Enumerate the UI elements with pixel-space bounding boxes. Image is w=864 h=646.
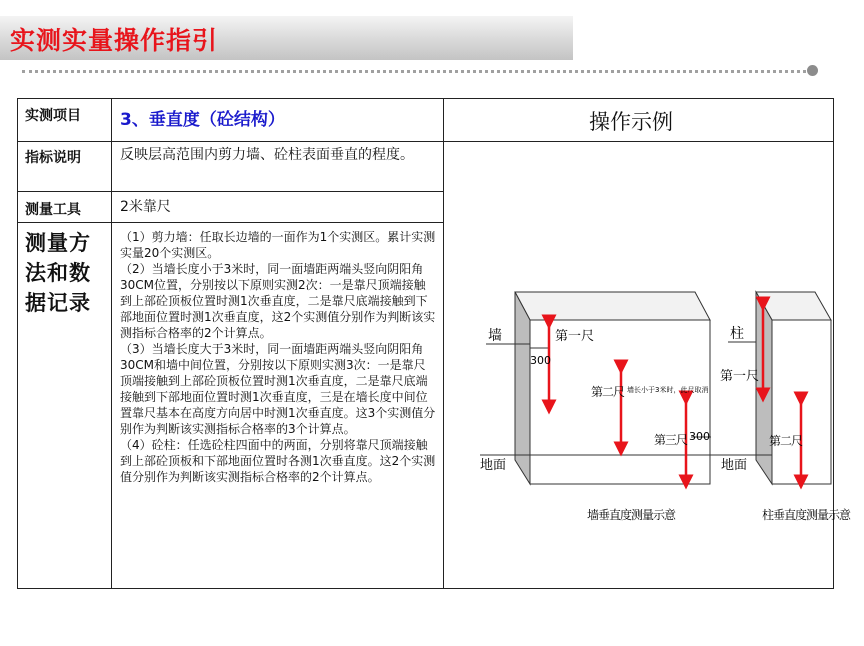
wall-caption: 墙垂直度测量示意	[587, 508, 676, 522]
wall-ruler-1-label: 第一尺	[555, 329, 595, 344]
page-title: 实测实量操作指引	[10, 26, 219, 55]
label-method: 测量方法和数据记录	[25, 230, 91, 315]
operation-example-header: 操作示例	[589, 110, 673, 134]
wall-ruler-2-label: 第二尺	[591, 385, 625, 399]
tool-value: 2米靠尺	[120, 199, 171, 215]
wall-note: 墙长小于3米时，此尺取消	[627, 386, 709, 394]
method-paragraph: （1）剪力墙：任取长边墙的一面作为1个实测区。累计实测实量20个实测区。	[120, 230, 436, 260]
wall-label: 墙	[488, 328, 502, 344]
item-value: 3、垂直度（砼结构）	[120, 110, 285, 130]
wall-dim-300-right: 300	[689, 430, 710, 443]
wall-ruler-3-label: 第三尺	[654, 433, 688, 447]
wall-dim-300-left: 300	[530, 354, 551, 367]
label-indicator: 指标说明	[25, 150, 81, 166]
label-tool: 测量工具	[25, 202, 81, 218]
wall-figure	[480, 292, 720, 522]
column-caption: 柱垂直度测量示意	[762, 508, 851, 522]
column-figure	[718, 292, 851, 522]
column-ruler-1-label: 第一尺	[720, 369, 760, 384]
label-item: 实测项目	[25, 108, 81, 124]
column-ground-label: 地面	[721, 458, 748, 473]
indicator-value: 反映层高范围内剪力墙、砼柱表面垂直的程度。	[120, 147, 414, 163]
column-label: 柱	[730, 326, 744, 342]
method-paragraph: （4）砼柱：任选砼柱四面中的两面，分别将靠尺顶端接触到上部砼顶板和下部地面位置时各测1次垂直度。这2个实测值分别作为判断该实测指标合格率的2个计算点。	[120, 438, 436, 484]
method-paragraph: （3）当墙长度大于3米时，同一面墙距两端头竖向阴阳角30CM和墙中间位置，分别按以下原则实测3次：一是靠尺顶端接触到上部砼顶板位置时测1次垂直度，二是靠尺底端接触到下部地面位置时测1次垂直度，三是在墙长度中间位置靠尺基本在高度方向居中时测1次垂直度。这3个实测值分别作为判断该实测指标合格率的3个计算点。	[120, 342, 436, 436]
column-ruler-2-label: 第二尺	[769, 434, 803, 448]
wall-ground-label: 地面	[480, 458, 507, 473]
method-paragraph: （2）当墙长度小于3米时，同一面墙距两端头竖向阴阳角30CM位置，分别按以下原则实测2次：一是靠尺顶端接触到上部砼顶板位置时测1次垂直度，二是靠尺底端接触到下部地面位置时测1次垂直度，这2个实测值分别作为判断该实测指标合格率的2个计算点。	[120, 262, 436, 340]
